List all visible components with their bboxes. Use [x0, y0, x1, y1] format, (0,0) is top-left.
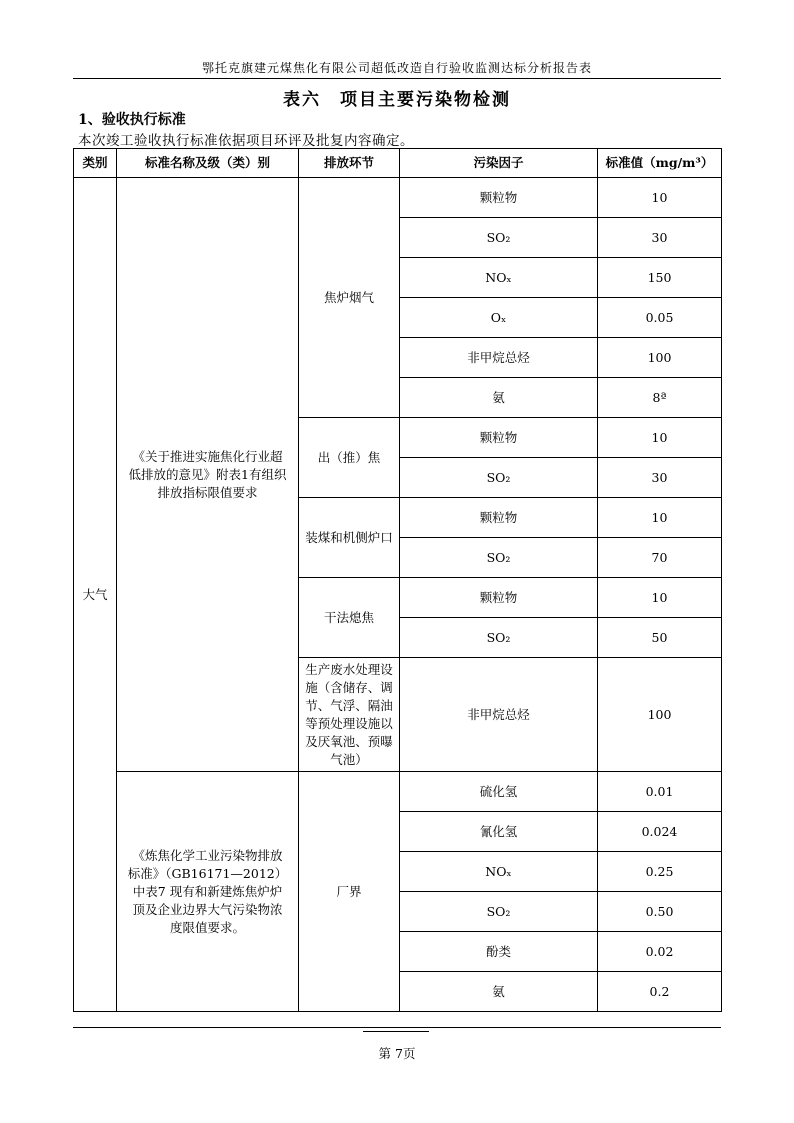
value-cell: 0.50 — [598, 892, 722, 932]
value-cell: 10 — [598, 178, 722, 218]
standards-table — [73, 148, 722, 1012]
table-header-row — [74, 149, 722, 178]
value-cell: 70 — [598, 538, 722, 578]
header-standard: 标准名称及级（类）别 — [117, 149, 299, 178]
stage-cell-coal-charging: 装煤和机侧炉口 — [299, 498, 400, 578]
page-header: 鄂托克旗建元煤焦化有限公司超低改造自行验收监测达标分析报告表 — [73, 58, 721, 79]
intro-text: 本次竣工验收执行标准依据项目环评及批复内容确定。 — [78, 133, 414, 149]
footer-divider — [73, 1027, 721, 1028]
header-stage: 排放环节 — [299, 149, 400, 178]
factor-cell: 硫化氢 — [400, 772, 598, 812]
factor-cell: SO₂ — [400, 892, 598, 932]
footer-mark — [363, 1031, 429, 1032]
value-cell: 0.2 — [598, 972, 722, 1012]
section-heading: 1、验收执行标准 — [78, 112, 186, 128]
factor-cell: 非甲烷总烃 — [400, 338, 598, 378]
category-cell: 大气 — [74, 178, 117, 1012]
factor-cell: 氰化氢 — [400, 812, 598, 852]
value-cell: 0.02 — [598, 932, 722, 972]
factor-cell: 颗粒物 — [400, 178, 598, 218]
value-cell: 0.25 — [598, 852, 722, 892]
factor-cell: SO₂ — [400, 218, 598, 258]
value-cell: 10 — [598, 418, 722, 458]
stage-cell-plant-boundary: 厂界 — [299, 772, 400, 1012]
table-row — [74, 178, 722, 218]
factor-cell: 氨 — [400, 972, 598, 1012]
value-cell: 8ª — [598, 378, 722, 418]
factor-cell: 颗粒物 — [400, 418, 598, 458]
value-cell: 50 — [598, 618, 722, 658]
standard-cell-2: 《炼焦化学工业污染物排放标准》（GB16171—2012）中表7 现有和新建炼焦炉炉顶及企业边界大气污染物浓度限值要求。 — [117, 772, 299, 1012]
stage-cell-wastewater-treatment: 生产废水处理设施（含储存、调节、气浮、隔油等预处理设施以及厌氧池、预曝气池） — [299, 658, 400, 772]
factor-cell: 颗粒物 — [400, 498, 598, 538]
factor-cell: NOₓ — [400, 852, 598, 892]
factor-cell: SO₂ — [400, 538, 598, 578]
factor-cell: 颗粒物 — [400, 578, 598, 618]
factor-cell: NOₓ — [400, 258, 598, 298]
stage-cell-coke-oven-flue-gas: 焦炉烟气 — [299, 178, 400, 418]
stage-cell-coke-pushing: 出（推）焦 — [299, 418, 400, 498]
factor-cell: SO₂ — [400, 458, 598, 498]
factor-cell: 酚类 — [400, 932, 598, 972]
value-cell: 10 — [598, 578, 722, 618]
value-cell: 0.05 — [598, 298, 722, 338]
factor-cell: SO₂ — [400, 618, 598, 658]
factor-cell: 氨 — [400, 378, 598, 418]
table-row — [74, 772, 722, 812]
header-category: 类别 — [74, 149, 117, 178]
value-cell: 30 — [598, 218, 722, 258]
page-title: 表六 项目主要污染物检测 — [283, 90, 511, 110]
header-factor: 污染因子 — [400, 149, 598, 178]
standard-cell-1: 《关于推进实施焦化行业超低排放的意见》附表1有组织排放指标限值要求 — [117, 178, 299, 772]
value-cell: 0.01 — [598, 772, 722, 812]
header-value: 标准值（mg/m³） — [598, 149, 722, 178]
value-cell: 100 — [598, 338, 722, 378]
value-cell: 100 — [598, 658, 722, 772]
page-number: 第 7页 — [378, 1046, 416, 1061]
stage-cell-dry-quenching: 干法熄焦 — [299, 578, 400, 658]
factor-cell: Oₓ — [400, 298, 598, 338]
factor-cell: 非甲烷总烃 — [400, 658, 598, 772]
value-cell: 30 — [598, 458, 722, 498]
value-cell: 10 — [598, 498, 722, 538]
value-cell: 150 — [598, 258, 722, 298]
value-cell: 0.024 — [598, 812, 722, 852]
